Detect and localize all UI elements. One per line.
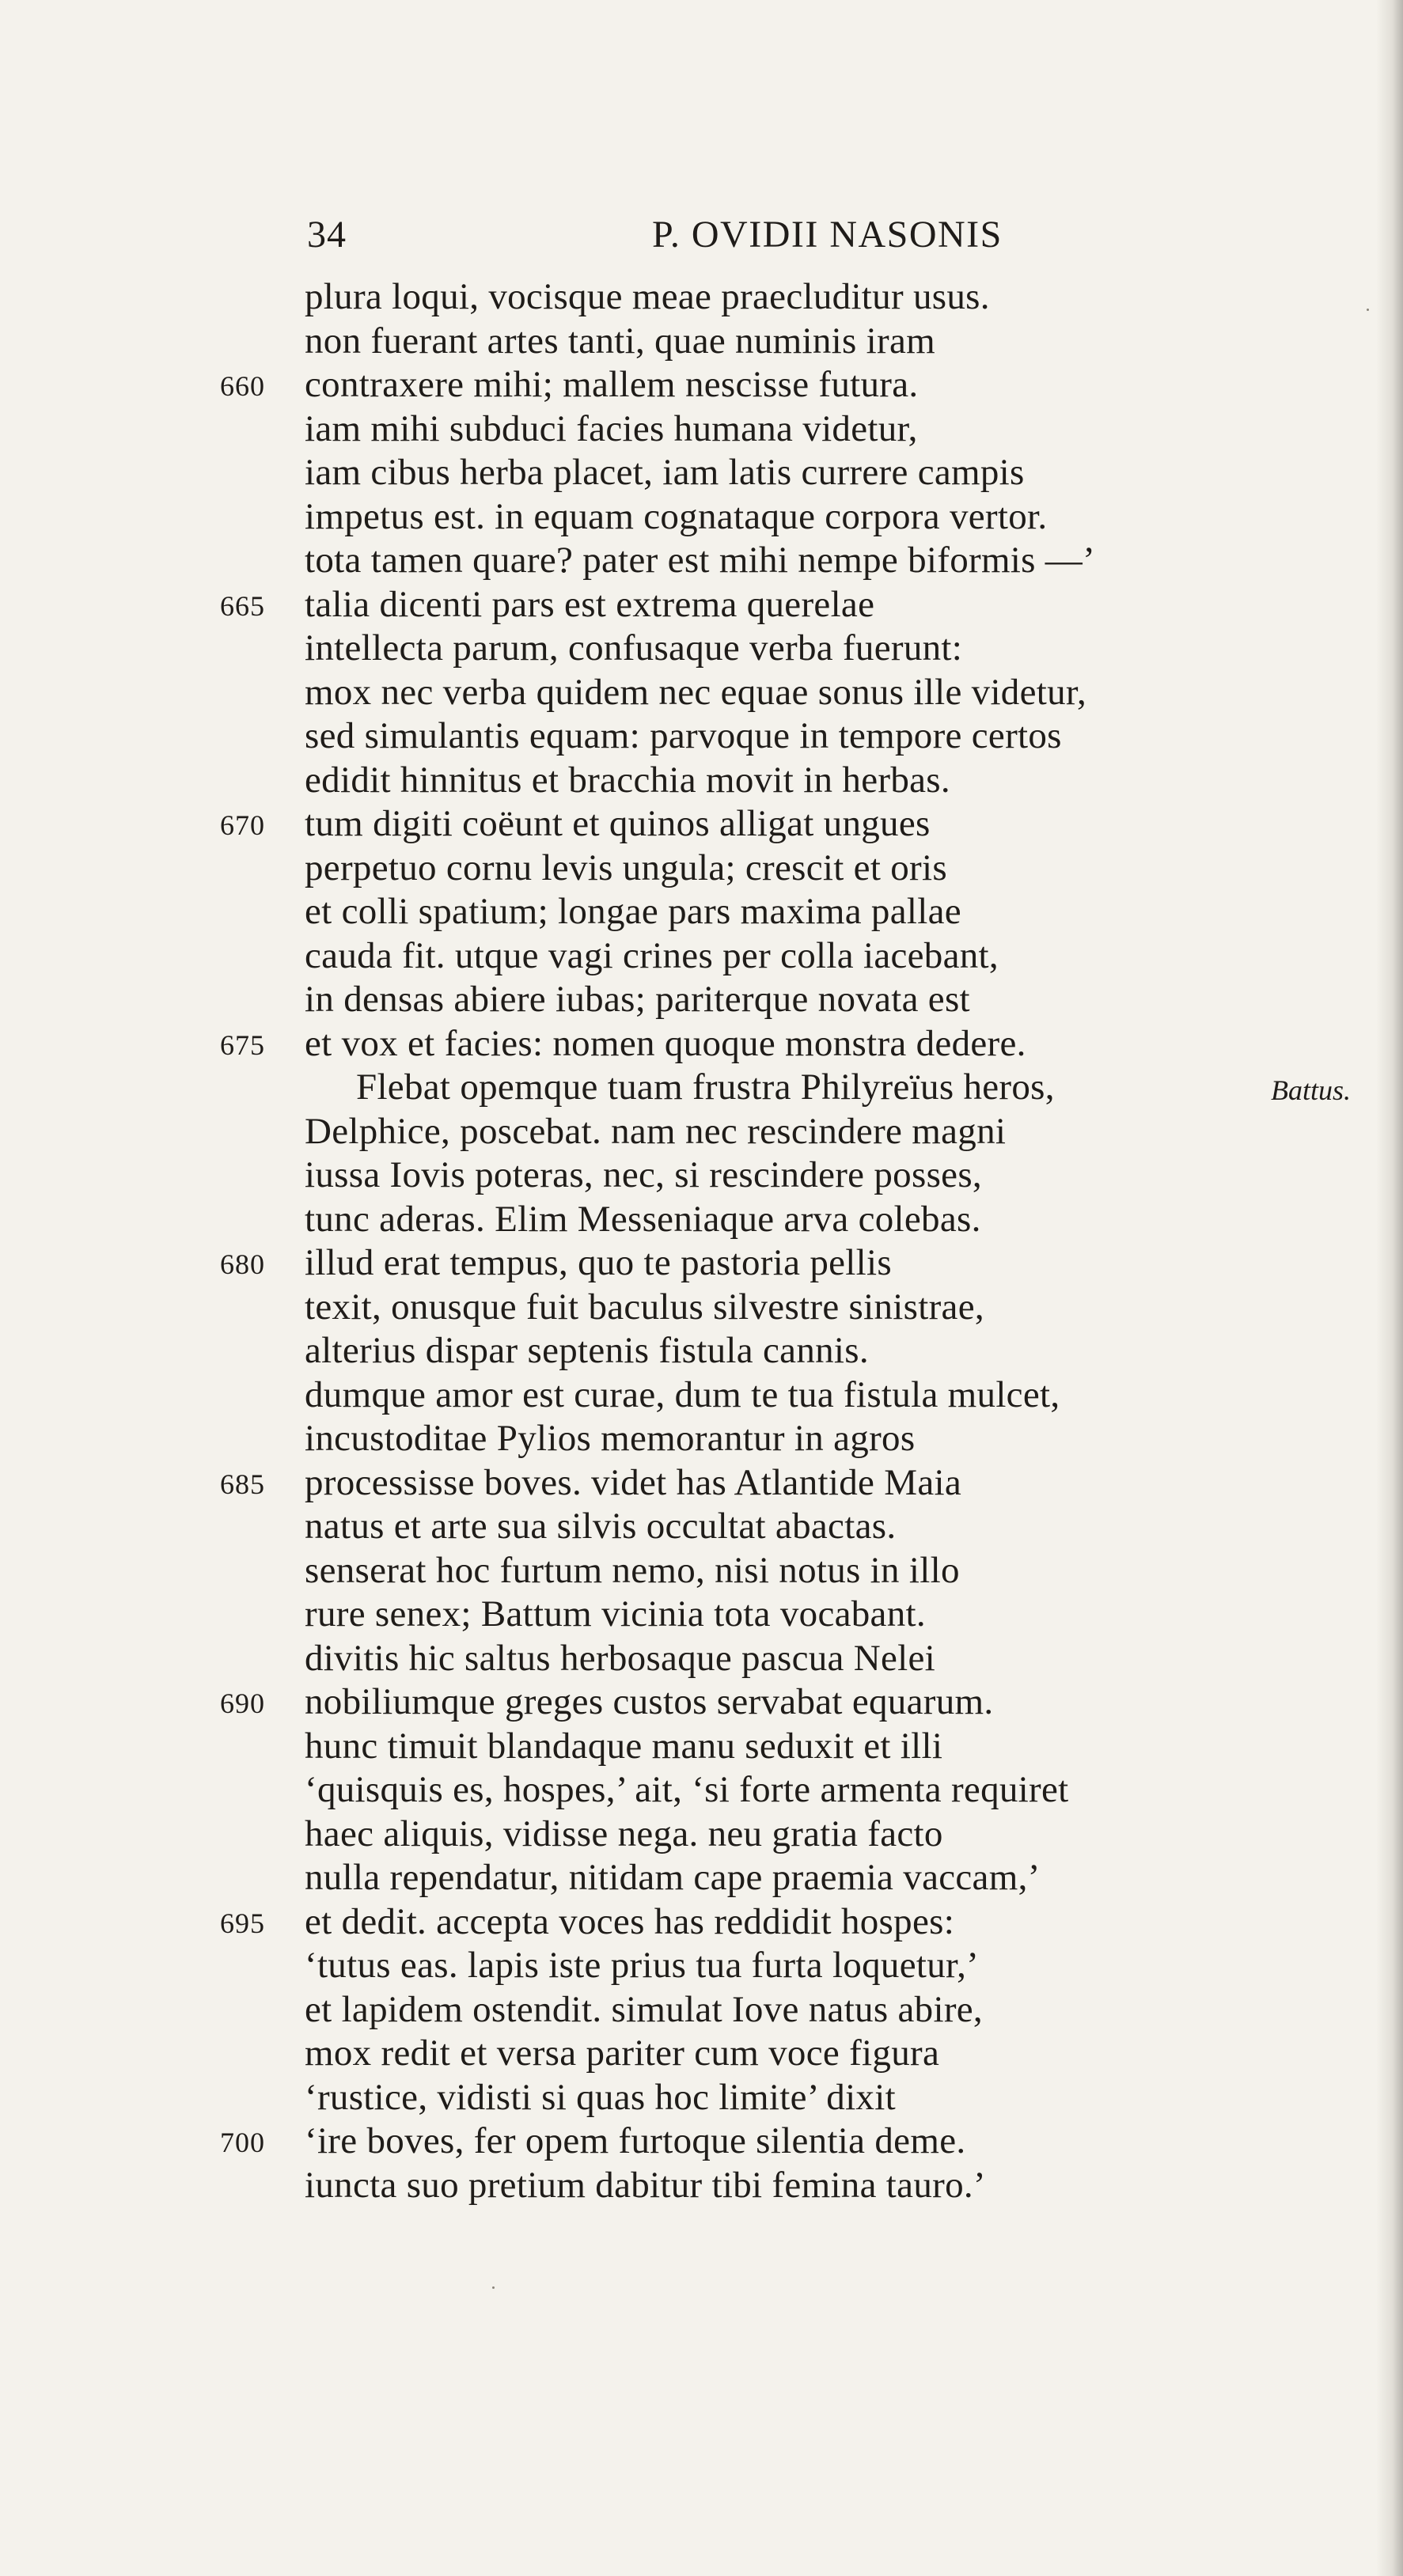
verse-text: plura loqui, vocisque meae praecluditur usus. [305, 276, 990, 317]
line-number: 680 [220, 1248, 265, 1280]
verse-text: mox redit et versa pariter cum voce figura [305, 2032, 940, 2074]
margin-note: Battus. [1271, 1074, 1352, 1106]
line-number: 665 [220, 589, 265, 622]
verse-line [0, 1637, 1403, 1681]
verse-line [0, 1373, 1403, 1418]
verse-text: perpetuo cornu levis ungula; crescit et oris [305, 847, 947, 888]
verse-line [0, 1988, 1403, 2032]
verse-text: ‘quisquis es, hospes,’ ait, ‘si forte armenta requiret [305, 1769, 1069, 1810]
verse-line [0, 978, 1403, 1022]
verse-line [0, 714, 1403, 759]
verse-block [0, 275, 1403, 2207]
paper-speck [492, 2286, 495, 2289]
verse-text: iuncta suo pretium dabitur tibi femina tauro.’ [305, 2164, 986, 2206]
line-number: 670 [220, 809, 265, 841]
verse-text: intellecta parum, confusaque verba fuerunt: [305, 627, 963, 669]
verse-text: iam cibus herba placet, iam latis currere campis [305, 452, 1025, 493]
verse-line [0, 890, 1403, 934]
verse-line [0, 2164, 1403, 2208]
verse-line [0, 539, 1403, 583]
verse-line [0, 363, 1403, 407]
verse-line [0, 320, 1403, 364]
page-number: 34 [307, 214, 347, 256]
verse-text: incustoditae Pylios memorantur in agros [305, 1418, 916, 1459]
verse-text: Flebat opemque tuam frustra Philyreïus heros, [356, 1066, 1055, 1108]
verse-text: et colli spatium; longae pars maxima pallae [305, 891, 961, 932]
verse-line [0, 495, 1403, 540]
verse-text: tota tamen quare? pater est mihi nempe biformis —’ [305, 540, 1096, 581]
verse-line [0, 847, 1403, 891]
verse-text: tunc aderas. Elim Messeniaque arva colebas. [305, 1198, 981, 1240]
line-number: 660 [220, 370, 265, 402]
verse-text: nulla rependatur, nitidam cape praemia vaccam,’ [305, 1857, 1041, 1898]
verse-text: Delphice, poscebat. nam nec rescindere magni [305, 1110, 1007, 1152]
verse-line [0, 1856, 1403, 1900]
verse-text: contraxere mihi; mallem nescisse futura. [305, 364, 919, 405]
verse-line [0, 1154, 1403, 1198]
verse-text: in densas abiere iubas; pariterque novata est [305, 979, 970, 1020]
verse-text: nobiliumque greges custos servabat equarum. [305, 1681, 994, 1722]
verse-text: et vox et facies: nomen quoque monstra dedere. [305, 1022, 1026, 1064]
line-number: 690 [220, 1688, 265, 1719]
verse-text: ‘tutus eas. lapis iste prius tua furta loquetur,’ [305, 1945, 980, 1986]
verse-text: texit, onusque fuit baculus silvestre sinistrae, [305, 1286, 984, 1328]
verse-text: alterius dispar septenis fistula cannis. [305, 1330, 869, 1371]
verse-text: illud erat tempus, quo te pastoria pellis [305, 1242, 892, 1283]
running-head [307, 207, 1043, 263]
verse-line [0, 1680, 1403, 1725]
line-number: 700 [220, 2127, 265, 2158]
verse-text: cauda fit. utque vagi crines per colla iacebant, [305, 934, 999, 976]
verse-text: impetus est. in equam cognataque corpora vertor. [305, 495, 1048, 537]
verse-text: et dedit. accepta voces has reddidit hospes: [305, 1900, 955, 1942]
verse-line [0, 2076, 1403, 2120]
verse-line [0, 407, 1403, 452]
verse-text: ‘rustice, vidisti si quas hoc limite’ dixit [305, 2076, 896, 2118]
verse-line [0, 2120, 1403, 2164]
verse-text: tum digiti coëunt et quinos alligat ungues [305, 803, 931, 844]
running-title: P. OVIDII NASONIS [652, 214, 1003, 256]
verse-line [0, 1417, 1403, 1461]
verse-line [0, 671, 1403, 715]
verse-line [0, 1725, 1403, 1769]
line-number: 685 [220, 1468, 265, 1500]
verse-text: talia dicenti pars est extrema querelae [305, 583, 875, 625]
verse-text: mox nec verba quidem nec equae sonus ille videtur, [305, 671, 1087, 713]
verse-line [0, 1241, 1403, 1286]
verse-text: haec aliquis, vidisse nega. neu gratia facto [305, 1813, 943, 1854]
verse-text: non fuerant artes tanti, quae numinis iram [305, 320, 936, 362]
verse-text: dumque amor est curae, dum te tua fistula mulcet, [305, 1373, 1060, 1415]
verse-line [0, 275, 1403, 320]
verse-line [0, 1461, 1403, 1506]
verse-line [0, 627, 1403, 671]
verse-line [0, 1593, 1403, 1637]
verse-text: edidit hinnitus et bracchia movit in herbas. [305, 759, 950, 801]
verse-text: iussa Iovis poteras, nec, si rescindere posses, [305, 1154, 982, 1195]
verse-text: natus et arte sua silvis occultat abactas. [305, 1506, 897, 1547]
verse-line [0, 802, 1403, 847]
verse-text: sed simulantis equam: parvoque in tempore certos [305, 715, 1062, 756]
verse-line [0, 1900, 1403, 1945]
verse-text: processisse boves. videt has Atlantide Maia [305, 1461, 962, 1503]
verse-line [0, 1505, 1403, 1549]
verse-line [0, 759, 1403, 803]
verse-text: hunc timuit blandaque manu seduxit et illi [305, 1725, 943, 1767]
verse-text: iam mihi subduci facies humana videtur, [305, 407, 918, 449]
verse-line [0, 1768, 1403, 1813]
line-number: 695 [220, 1907, 265, 1939]
verse-line [0, 1022, 1403, 1066]
verse-line [0, 1066, 1403, 1110]
verse-line [0, 583, 1403, 627]
verse-line [0, 1549, 1403, 1593]
verse-line [0, 1813, 1403, 1857]
verse-line [0, 1110, 1403, 1154]
verse-line [0, 1198, 1403, 1242]
verse-line [0, 451, 1403, 495]
verse-line [0, 1286, 1403, 1330]
verse-text: et lapidem ostendit. simulat Iove natus abire, [305, 1988, 983, 2030]
verse-line [0, 1329, 1403, 1373]
verse-text: ‘ire boves, fer opem furtoque silentia deme. [305, 2120, 966, 2161]
verse-line [0, 1944, 1403, 1988]
line-number: 675 [220, 1029, 265, 1061]
verse-text: rure senex; Battum vicinia tota vocabant. [305, 1593, 926, 1635]
verse-text: senserat hoc furtum nemo, nisi notus in illo [305, 1549, 960, 1591]
verse-line [0, 934, 1403, 979]
verse-line [0, 2032, 1403, 2076]
verse-text: divitis hic saltus herbosaque pascua Nelei [305, 1637, 936, 1679]
